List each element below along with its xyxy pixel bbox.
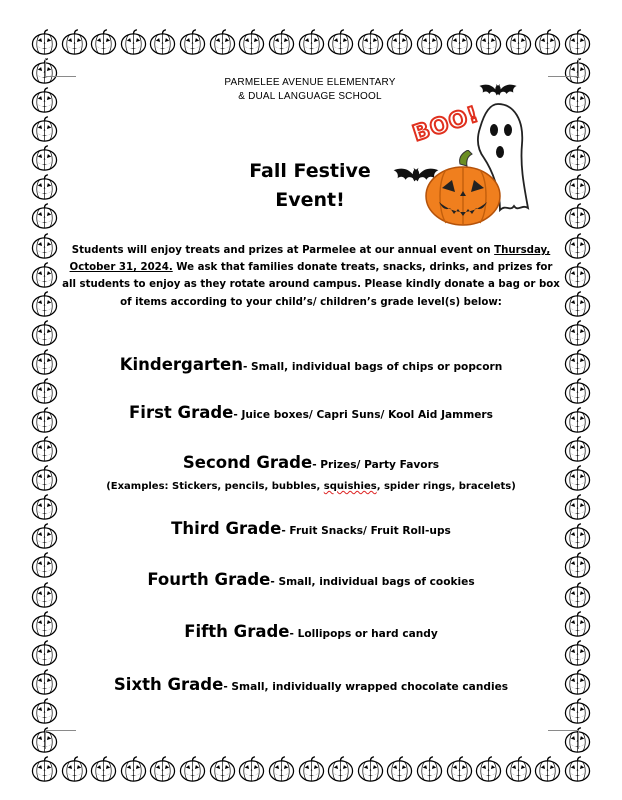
grade-name: Sixth Grade [113, 675, 224, 694]
pumpkin-border-icon [179, 29, 206, 56]
pumpkin-border-icon [298, 756, 325, 783]
pumpkin-border-icon [416, 29, 443, 56]
pumpkin-border-icon [564, 145, 591, 172]
corner-line-bottom-left [45, 730, 76, 749]
school-name-line2: & DUAL LANGUAGE SCHOOL [238, 91, 382, 102]
corner-line-bottom-right [548, 730, 579, 749]
grade-row-second [40, 453, 582, 472]
grade-name: Third Grade [171, 519, 282, 538]
pumpkin-border-icon [446, 29, 473, 56]
title-line1: Fall Festive [249, 160, 371, 182]
pumpkin-border-icon [120, 29, 147, 56]
grade-row-kindergarten [40, 355, 582, 374]
grade-name: Second Grade [182, 453, 313, 472]
pumpkin-border-icon [564, 116, 591, 143]
examples-squiggle-word: squishies [323, 481, 377, 492]
pumpkin-border-icon [564, 87, 591, 114]
grade-item: - Small, individual bags of cookies [270, 576, 475, 588]
grade-row-third [40, 519, 582, 538]
pumpkin-border-icon [564, 378, 591, 405]
pumpkin-border-icon [31, 29, 58, 56]
pumpkin-border-icon [238, 756, 265, 783]
pumpkin-border-icon [61, 756, 88, 783]
intro-text-after-date: We ask that families donate treats, snacks, drinks, and prizes for all students to enjoy as they rotate around campus. Please kindly donate a bag or box of items according to your child’s/ children’s grade level(s) below: [62, 262, 560, 308]
pumpkin-border-icon [209, 756, 236, 783]
event-date-part2: October 31, 2024. [69, 262, 173, 274]
grade-row-fifth [40, 622, 582, 641]
pumpkin-border-icon [268, 756, 295, 783]
pumpkin-border-icon [446, 756, 473, 783]
grade-row-first [40, 403, 582, 422]
title-line2: Event! [275, 189, 345, 211]
pumpkin-border-icon [31, 698, 58, 725]
pumpkin-border-icon [534, 29, 561, 56]
pumpkin-border-icon [327, 756, 354, 783]
pumpkin-border-icon [31, 233, 58, 260]
pumpkin-border-icon [475, 29, 502, 56]
bat-icon-top [478, 76, 518, 104]
intro-paragraph [62, 242, 560, 311]
pumpkin-border-icon [564, 640, 591, 667]
pumpkin-border-icon [298, 29, 325, 56]
pumpkin-border-icon [327, 29, 354, 56]
pumpkin-border-icon [120, 756, 147, 783]
pumpkin-border-icon [564, 233, 591, 260]
pumpkin-border-icon [564, 698, 591, 725]
pumpkin-border-icon [564, 262, 591, 289]
pumpkin-border-icon [238, 29, 265, 56]
pumpkin-border-icon [386, 756, 413, 783]
pumpkin-border-icon [357, 29, 384, 56]
pumpkin-border-icon [31, 203, 58, 230]
boo-text: BOO! [409, 102, 483, 147]
examples-after: , spider rings, bracelets) [376, 481, 516, 492]
pumpkin-border-icon [31, 756, 58, 783]
examples-line [40, 481, 582, 492]
pumpkin-border-icon [149, 756, 176, 783]
page-title [210, 157, 410, 215]
pumpkin-border-icon [31, 320, 58, 347]
school-name-line1: PARMELEE AVENUE ELEMENTARY [224, 77, 396, 88]
pumpkin-border-icon [416, 756, 443, 783]
school-name [180, 76, 440, 104]
pumpkin-border-icon [90, 756, 117, 783]
pumpkin-border-icon [31, 640, 58, 667]
pumpkin-border-icon [564, 29, 591, 56]
grade-name: Fourth Grade [147, 570, 271, 589]
pumpkin-border-icon [505, 29, 532, 56]
pumpkin-border-icon [505, 756, 532, 783]
pumpkin-border-icon [475, 756, 502, 783]
pumpkin-border-icon [386, 29, 413, 56]
pumpkin-border-icon [31, 145, 58, 172]
pumpkin-border-icon [31, 174, 58, 201]
examples-before: (Examples: Stickers, pencils, bubbles, [106, 481, 324, 492]
jack-o-lantern-icon [422, 150, 504, 228]
pumpkin-border-icon [564, 174, 591, 201]
pumpkin-border-icon [564, 320, 591, 347]
pumpkin-border-icon [31, 87, 58, 114]
grade-row-sixth [40, 675, 582, 694]
grade-item: - Fruit Snacks/ Fruit Roll-ups [281, 525, 451, 537]
grade-item: - Prizes/ Party Favors [312, 459, 440, 471]
grade-name: Kindergarten [119, 355, 243, 374]
intro-text-before-date: Students will enjoy treats and prizes at Parmelee at our annual event on [71, 245, 495, 256]
pumpkin-border-icon [31, 116, 58, 143]
event-date-part1: Thursday, [494, 245, 551, 256]
pumpkin-border-icon [31, 494, 58, 521]
pumpkin-border-icon [268, 29, 295, 56]
pumpkin-border-icon [90, 29, 117, 56]
grade-item: - Lollipops or hard candy [289, 628, 438, 640]
grade-name: First Grade [129, 403, 234, 422]
pumpkin-border-icon [209, 29, 236, 56]
grade-item: - Small, individually wrapped chocolate candies [223, 681, 509, 693]
pumpkin-border-icon [61, 29, 88, 56]
pumpkin-border-icon [534, 756, 561, 783]
pumpkin-border-icon [564, 494, 591, 521]
pumpkin-border-icon [31, 291, 58, 318]
grade-row-fourth [40, 570, 582, 589]
pumpkin-border-icon [564, 291, 591, 318]
pumpkin-border-icon [564, 203, 591, 230]
pumpkin-border-icon [564, 756, 591, 783]
corner-line-top-right [548, 58, 579, 77]
pumpkin-border-icon [31, 378, 58, 405]
pumpkin-border-icon [149, 29, 176, 56]
pumpkin-border-icon [31, 262, 58, 289]
grade-item: - Small, individual bags of chips or popcorn [242, 361, 503, 373]
grade-item: - Juice boxes/ Capri Suns/ Kool Aid Jammers [233, 409, 493, 421]
pumpkin-border-icon [357, 756, 384, 783]
pumpkin-border-icon [179, 756, 206, 783]
grade-name: Fifth Grade [184, 622, 290, 641]
corner-line-top-left [45, 58, 76, 77]
